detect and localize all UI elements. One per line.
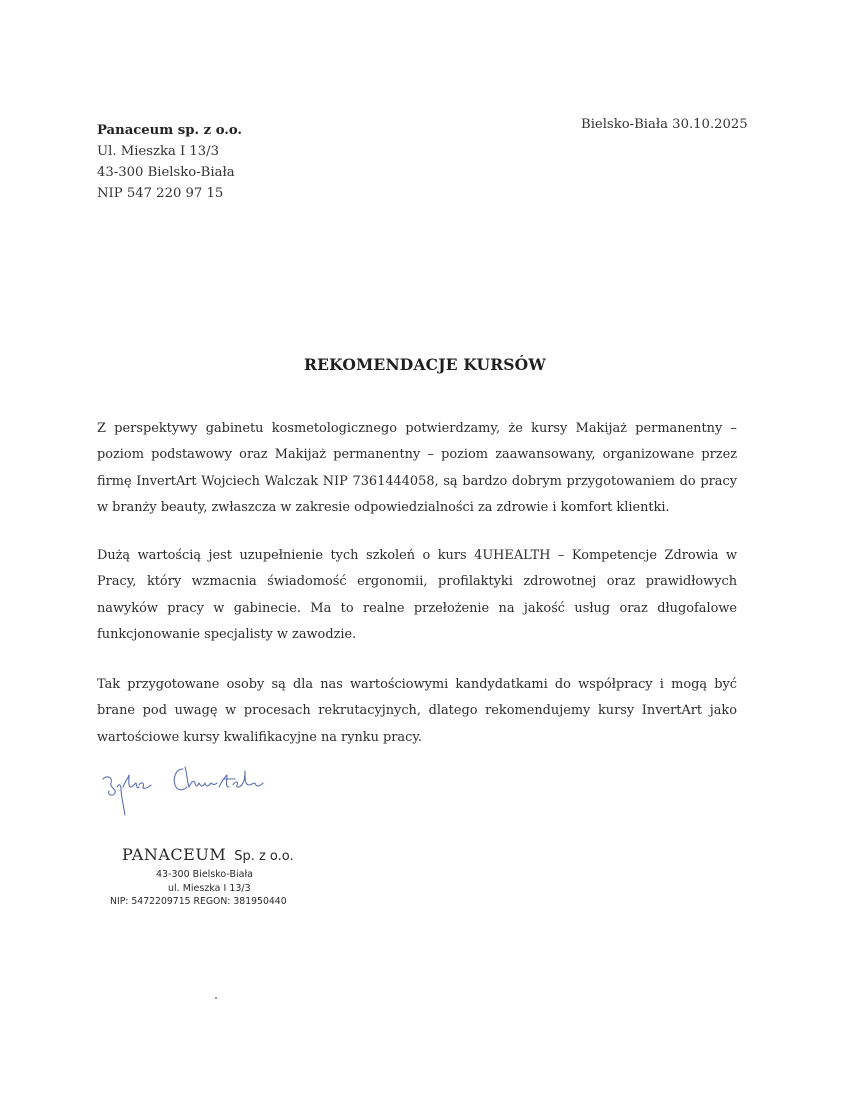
sender-company-name: Panaceum sp. z o.o. <box>97 123 243 138</box>
sender-city: 43-300 Bielsko-Biała <box>97 165 235 180</box>
sender-address-block <box>97 120 242 204</box>
scan-speck <box>215 997 217 999</box>
stamp-street: ul. Mieszka I 13/3 <box>168 883 251 894</box>
stamp-brand: PANACEUM <box>122 845 227 864</box>
paragraph-1: Z perspektywy gabinetu kosmetologicznego potwierdzamy, że kursy Makijaż permanentny – poziom podstawowy oraz Makijaż permanentny – poziom zaawansowany, organizowane przez firmę InvertArt Wojciech Walczak NIP 7361444058, są bardzo dobrym przygotowaniem do pracy w branży beauty, zwłaszcza w zakresie odpowiedzialności za zdrowie i komfort klientki. <box>97 421 737 515</box>
sender-nip: NIP 547 220 97 15 <box>97 186 224 201</box>
handwritten-signature <box>95 757 295 822</box>
stamp-ids: NIP: 5472209715 REGON: 381950440 <box>110 896 287 907</box>
stamp-company-form: Sp. z o.o. <box>234 849 294 864</box>
sender-street: Ul. Mieszka I 13/3 <box>97 144 220 159</box>
document-title: REKOMENDACJE KURSÓW <box>304 355 546 374</box>
stamp-city: 43-300 Bielsko-Biała <box>156 869 253 880</box>
letter-date: Bielsko-Biała 30.10.2025 <box>581 117 748 132</box>
paragraph-2: Dużą wartością jest uzupełnienie tych szkoleń o kurs 4UHEALTH – Kompetencje Zdrowia w Pracy, który wzmacnia świadomość ergonomii, profilaktyki zdrowotnej oraz prawidłowych nawyków pracy w gabinecie. Ma to realne przełożenie na jakość usług oraz długofalowe funkcjonowanie specjalisty w zawodzie. <box>97 548 737 642</box>
paragraph-3: Tak przygotowane osoby są dla nas wartościowymi kandydatkami do współpracy i mogą być brane pod uwagę w procesach rekrutacyjnych, dlatego rekomendujemy kursy InvertArt jako wartościowe kursy kwalifikacyjne na rynku pracy. <box>97 677 737 745</box>
